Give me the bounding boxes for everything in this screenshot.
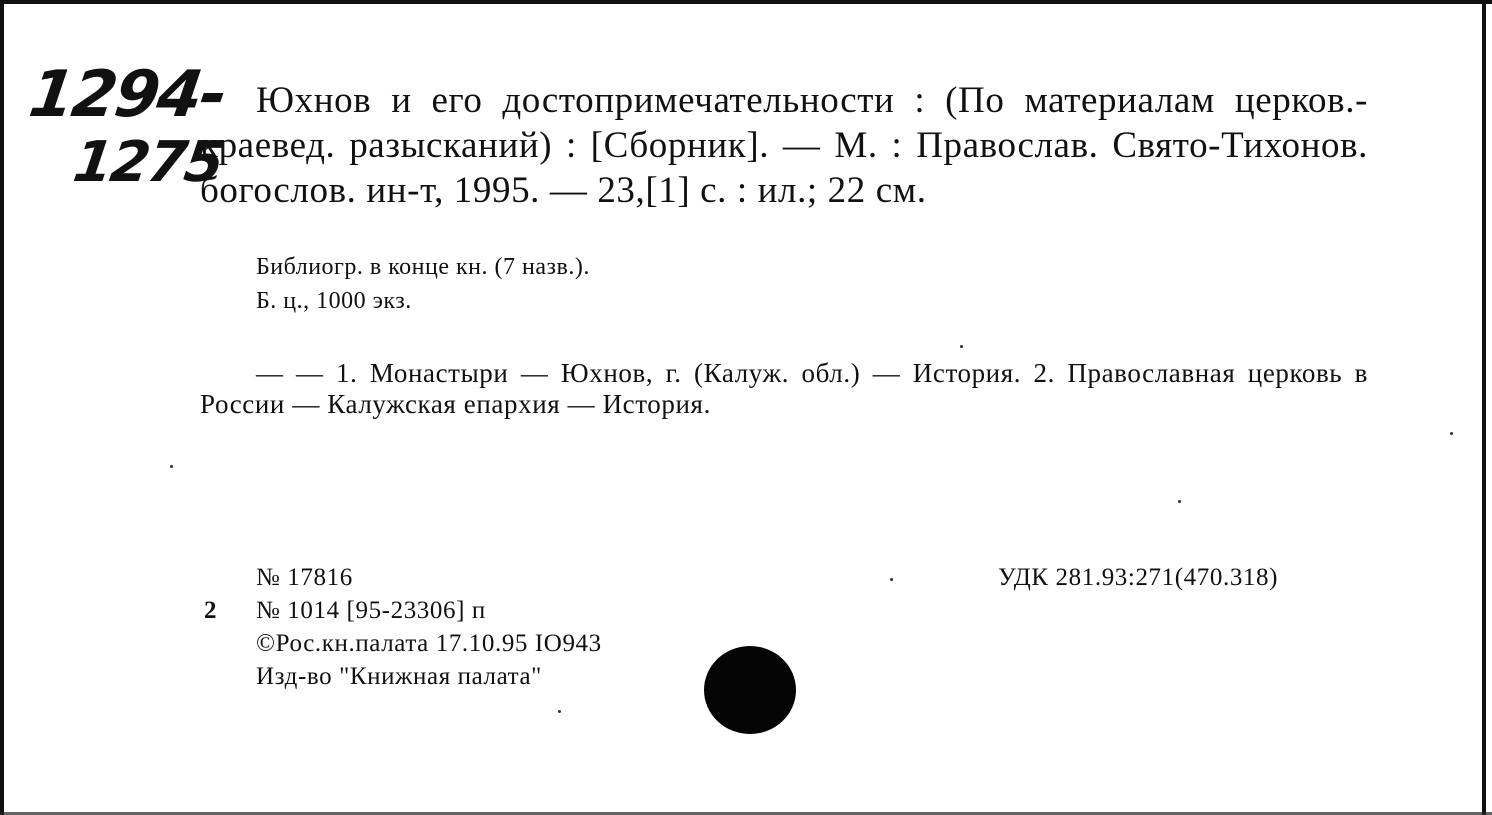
card-border-left xyxy=(0,0,4,815)
bibliographic-entry: Юхнов и его достопримечательности : (По материалам церков.-краевед. разысканий) : [Сборник]. — М. : Православ. Свято-Тихонов. богослов. ин-т, 1995. — 23,[1] с. : ил.; 22 см. xyxy=(200,80,1368,211)
speck xyxy=(960,345,963,348)
speck xyxy=(558,710,561,713)
punch-hole xyxy=(704,646,796,734)
card-number: № 1014 [95-23306] п xyxy=(256,597,486,624)
handwritten-number-2: 1275 xyxy=(69,130,227,195)
bibliography-note: Библиогр. в конце кн. (7 назв.). xyxy=(256,254,590,280)
udk-code: УДК 281.93:271(470.318) xyxy=(998,564,1279,591)
record-number: № 17816 xyxy=(256,564,353,591)
card-border-right xyxy=(1482,0,1486,815)
card-border-top xyxy=(0,0,1492,4)
copyright-line: ©Рос.кн.палата 17.10.95 IO943 xyxy=(256,630,602,657)
card-count: 2 xyxy=(204,597,218,624)
speck xyxy=(1450,432,1453,435)
speck xyxy=(1178,500,1181,503)
subject-headings: — — 1. Монастыри — Юхнов, г. (Калуж. обл.) — История. 2. Православная церковь в России — Калужская епархия — История. xyxy=(200,358,1368,419)
price-note: Б. ц., 1000 экз. xyxy=(256,288,412,314)
speck xyxy=(170,465,173,468)
handwritten-number-1: 1294- xyxy=(24,58,230,132)
publisher-line: Изд-во "Книжная палата" xyxy=(256,663,542,690)
speck xyxy=(890,578,893,581)
